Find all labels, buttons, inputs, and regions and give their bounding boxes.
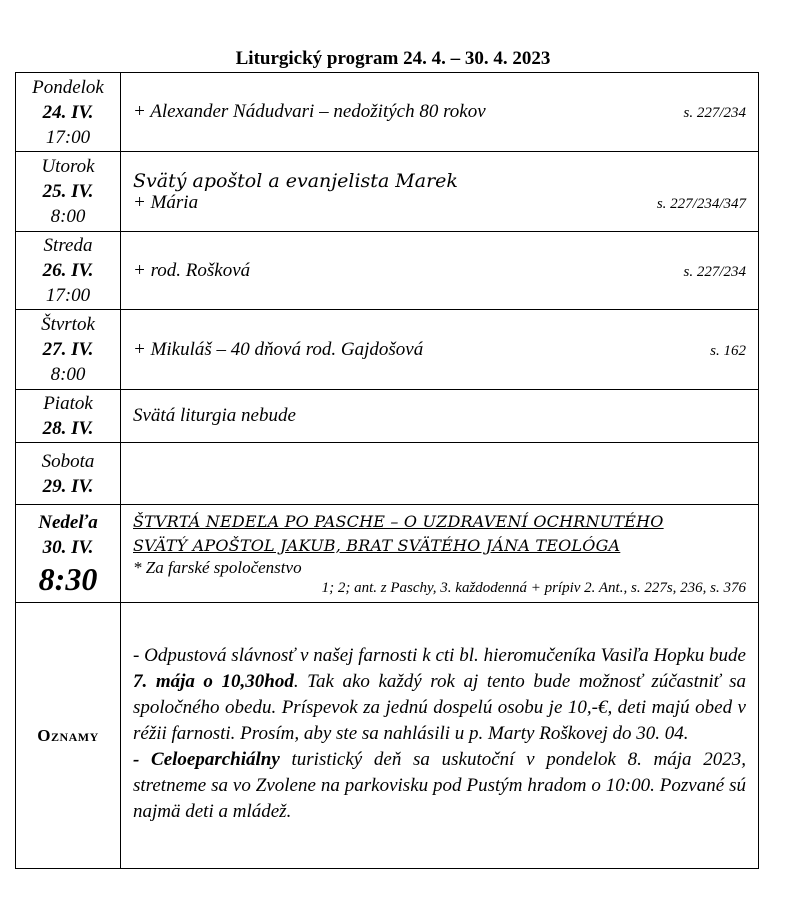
day-date: 24. IV. [42, 101, 94, 123]
sunday-title-line2: SVÄTÝ APOŠTOL JAKUB, BRAT SVÄTÉHO JÁNA TEOLÓGA [133, 535, 621, 555]
day-date: 28. IV. [42, 418, 94, 439]
day-time: 8:30 [38, 560, 98, 597]
day-name: Nedeľa [38, 511, 98, 533]
oznamy-cell [121, 603, 759, 869]
day-cell [16, 505, 121, 603]
announcement-text: - Odpustová slávnosť v našej farnosti k cti bl. hieromučeníka Vasiľa Hopku bude [133, 644, 746, 666]
day-time: 8:00 [50, 364, 86, 385]
sunday-title-line1: ŠTVRTÁ NEDEĽA PO PASCHE – O UZDRAVENÍ OCHRNUTÉHO [133, 511, 664, 531]
announcement-text: . Tak ako každý rok aj tento bude možnosť zúčastniť sa spoločného obedu. Príspevok za jednú dospelú osobu je 10,-€, deti majú obed v réžii farnosti. Prosím, aby ste sa nahlásili u p. Marty Roškovej do 30. 04. [133, 670, 747, 744]
intention-line [133, 405, 746, 427]
intention-line [133, 260, 746, 282]
day-date: 29. IV. [42, 475, 94, 497]
table-row [16, 390, 759, 443]
day-date: 27. IV. [42, 339, 94, 360]
day-name: Pondelok [32, 76, 104, 98]
page-ref: s. 162 [710, 342, 746, 359]
table-row [16, 73, 759, 152]
page-title: Liturgický program 24. 4. – 30. 4. 2023 [235, 48, 551, 69]
announcement-2 [133, 747, 746, 825]
day-name: Piatok [43, 393, 93, 414]
announcement-1 [133, 643, 746, 747]
intention-line [133, 101, 746, 123]
day-name: Sobota [41, 450, 95, 472]
day-name: Štvrtok [41, 314, 95, 335]
day-name: Utorok [41, 156, 95, 177]
schedule-table [15, 72, 759, 869]
table-row-oznamy [16, 603, 759, 869]
day-date: 25. IV. [42, 181, 94, 202]
intention-cell [121, 152, 759, 232]
announcement-text: turistický deň sa uskutoční v pondelok 8. mája 2023, stretneme sa vo Zvolene na parkovisku pod Pustým hradom o 10:00. Pozvané sú najmä deti a mládež. [133, 748, 746, 822]
day-cell [16, 73, 121, 152]
intention-cell [121, 232, 759, 310]
announcement-keyword: Celoeparchiálny [151, 748, 280, 770]
day-name: Streda [43, 235, 93, 256]
oznamy-label: Oznamy [16, 603, 121, 869]
day-cell [16, 443, 121, 505]
page-ref: s. 227/234 [683, 105, 746, 121]
intention-text: + rod. Rošková [133, 259, 251, 281]
intention-text: + Alexander Nádudvari – nedožitých 80 rokov [133, 101, 486, 122]
table-row [16, 443, 759, 505]
day-cell [16, 310, 121, 390]
table-row [16, 152, 759, 232]
intention-cell [121, 390, 759, 443]
page-ref: s. 227/234/347 [656, 195, 746, 212]
intention-text: Svätá liturgia nebude [133, 405, 296, 426]
table-row [16, 232, 759, 310]
day-time: 17:00 [45, 126, 91, 148]
intention-text: * Za farské spoločenstvo [133, 557, 302, 577]
day-time: 17:00 [45, 285, 91, 306]
day-time: 8:00 [50, 206, 86, 227]
day-date: 30. IV. [42, 536, 94, 558]
intention-cell [121, 310, 759, 390]
intention-cell [121, 505, 759, 603]
feast-title: Svätý apoštol a evanjelista Marek [133, 169, 458, 192]
announcement-date: 7. mája o 10,30hod [133, 670, 294, 692]
intention-line [133, 192, 746, 214]
intention-cell [121, 73, 759, 152]
table-row-sunday [16, 505, 759, 603]
table-row [16, 310, 759, 390]
intention-text: + Mikuláš – 40 dňová rod. Gajdošová [133, 338, 424, 360]
day-cell [16, 232, 121, 310]
day-date: 26. IV. [42, 260, 94, 281]
page-ref: s. 227/234 [683, 263, 746, 280]
readings: 1; 2; ant. z Paschy, 3. každodenná + prípiv 2. Ant., s. 227s, 236, s. 376 [321, 579, 746, 596]
intention-cell [121, 443, 759, 505]
day-cell [16, 152, 121, 232]
intention-text: + Mária [133, 191, 199, 213]
intention-line [133, 339, 746, 361]
day-cell [16, 390, 121, 443]
announcement-dash: - [133, 748, 152, 770]
